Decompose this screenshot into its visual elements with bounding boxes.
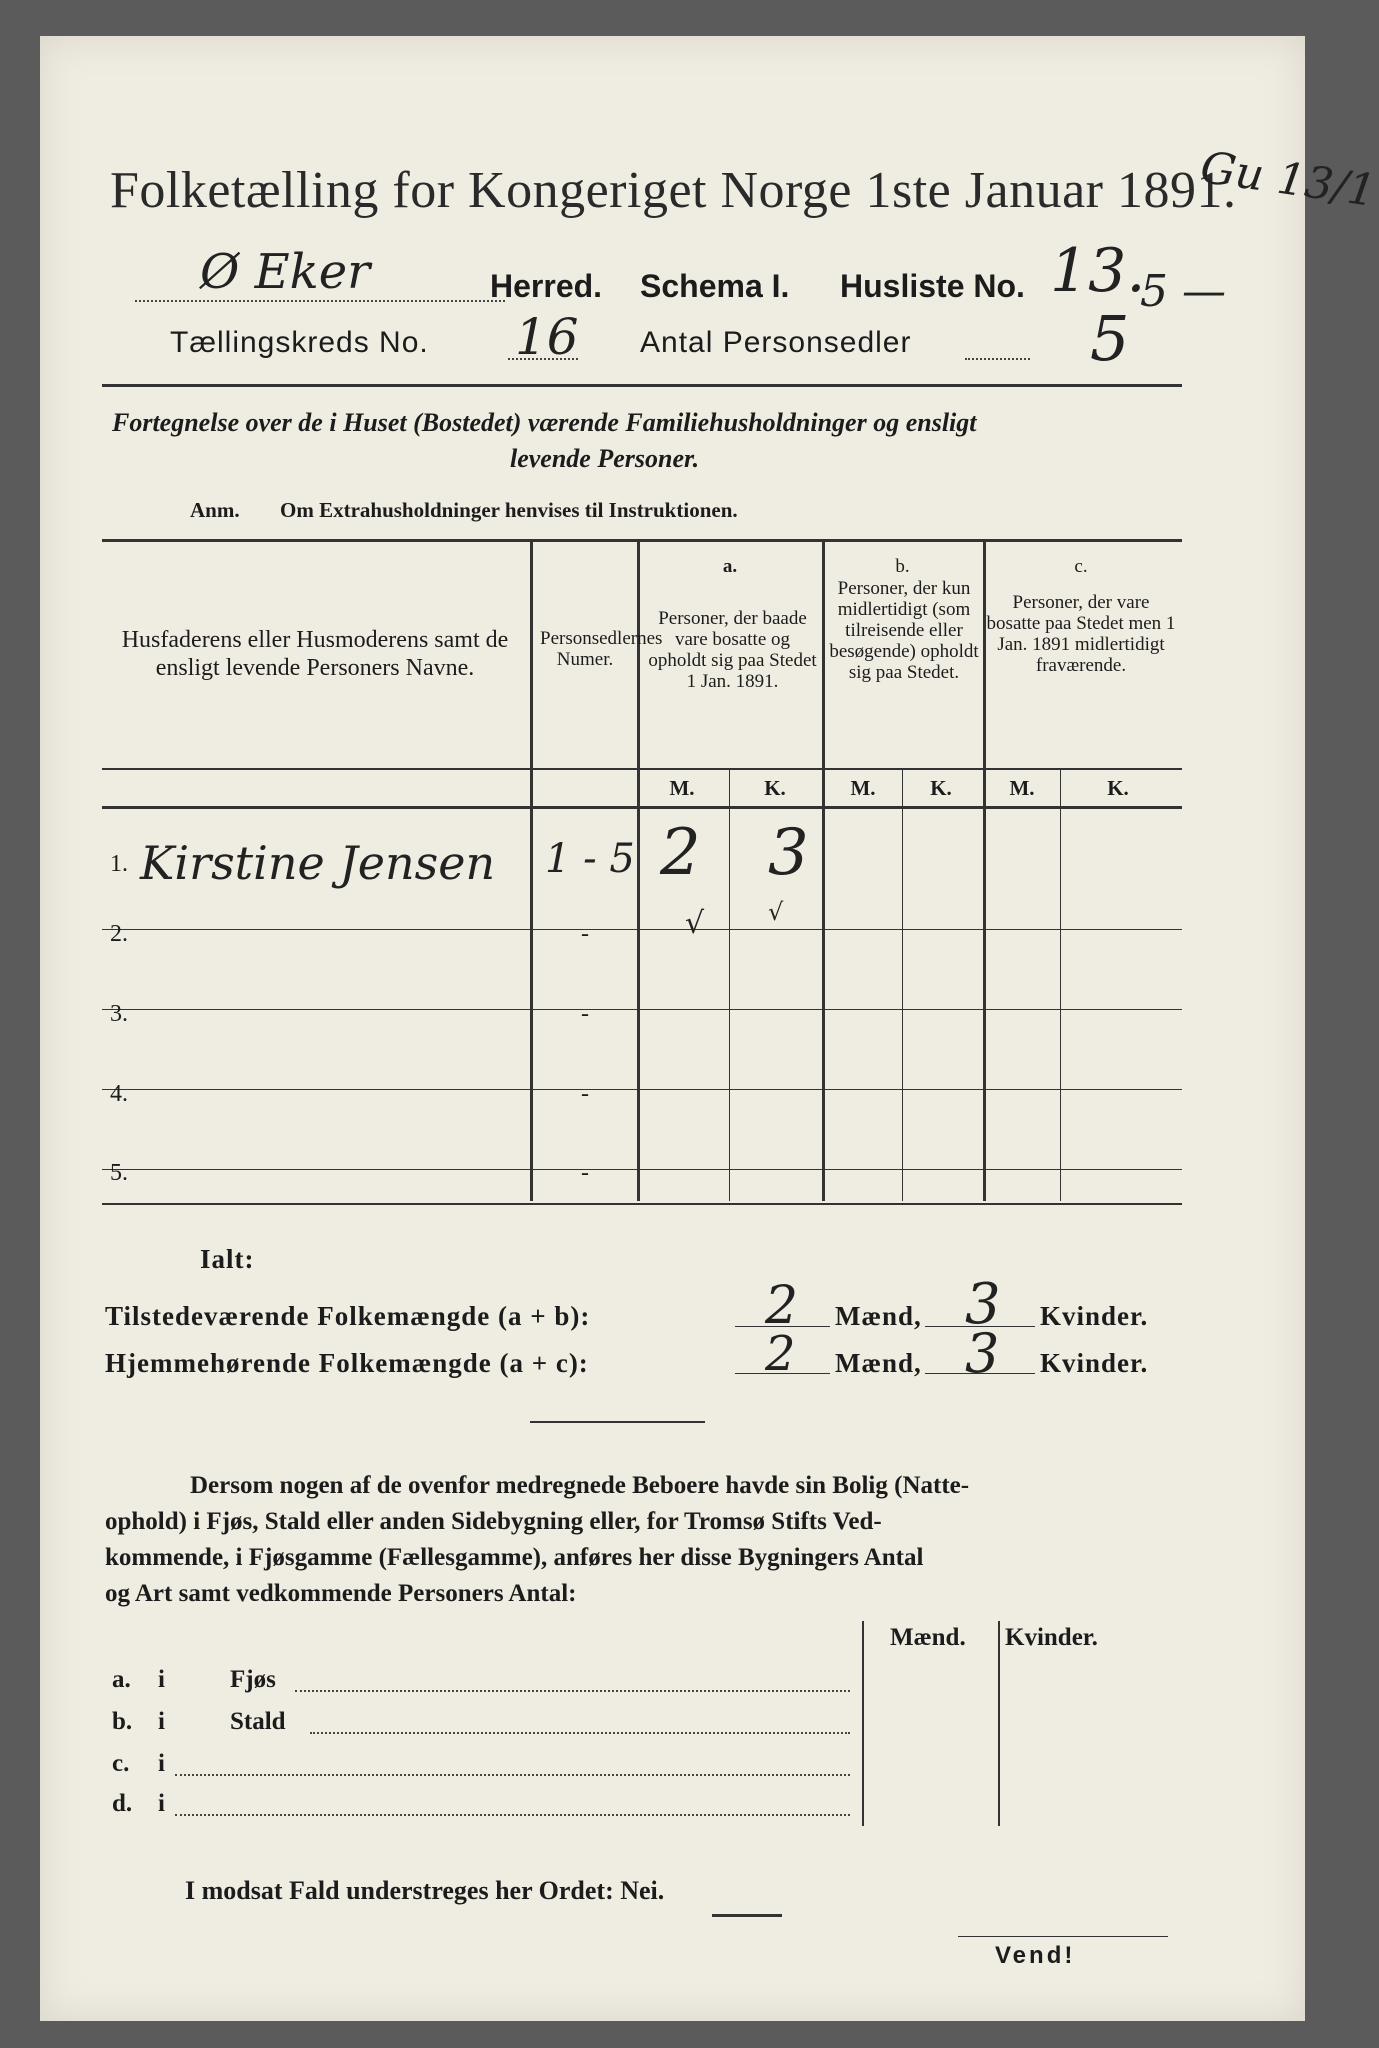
building-i: i: [158, 1708, 165, 1735]
building-name: Stald: [230, 1708, 286, 1735]
buildings-col-divider-1: [862, 1621, 864, 1826]
row-number: 1.: [110, 851, 128, 877]
header-rule: [102, 384, 1182, 387]
tilstede-k-value: 3: [965, 1272, 1001, 1337]
anm-label: Anm.: [190, 498, 240, 522]
vend-rule: [958, 1936, 1168, 1937]
sedler-number: -: [581, 921, 589, 947]
building-letter: d.: [112, 1790, 133, 1817]
buildings-maend-header: Mænd.: [890, 1624, 966, 1651]
separator-rule: [530, 1421, 705, 1423]
antal-label: Antal Personsedler: [640, 326, 912, 359]
col-num-header: Personsedlernes Numer.: [540, 628, 663, 670]
building-dotline: [175, 1814, 850, 1816]
mk-top-rule: [102, 768, 1182, 770]
building-letter: c.: [112, 1750, 130, 1777]
col-a-header: Personer, der baade vare bosatte og opholdt sig paa Stedet 1 Jan. 1891.: [648, 608, 817, 692]
building-name: Fjøs: [230, 1666, 276, 1693]
col-divider-b-mk: [902, 768, 903, 1201]
hjemme-maend: Mænd,: [835, 1348, 922, 1378]
row-number: 5.: [110, 1160, 128, 1186]
household-name: Kirstine Jensen: [140, 836, 496, 890]
a-k-check: √: [768, 898, 784, 926]
anm-text: Om Extrahusholdninger henvises til Instruktionen.: [280, 498, 738, 522]
building-dotline: [175, 1774, 850, 1776]
hjemme-label: Hjemmehørende Folkemængde (a + c):: [105, 1348, 589, 1378]
intro-line-1: Fortegnelse over de i Huset (Bostedet) værende Familiehusholdninger og ensligt: [112, 408, 977, 437]
col-a-letter: a.: [722, 556, 738, 577]
form-title: Folketælling for Kongeriget Norge 1ste Januar 1891.: [110, 162, 1237, 219]
col-divider-c-mk: [1060, 768, 1061, 1201]
antal-note: 5 —: [1140, 266, 1226, 317]
herred-handwriting: Ø Eker: [200, 244, 371, 300]
col-divider-a-mk: [729, 768, 730, 1201]
paragraph-line-4: og Art samt vedkommende Personers Antal:: [105, 1580, 577, 1607]
building-i: i: [158, 1750, 165, 1777]
b-k-label: K.: [930, 776, 952, 800]
col-name-header: Husfaderens eller Husmoderens samt de ensligt levende Personers Navne.: [121, 627, 509, 681]
building-i: i: [158, 1666, 165, 1693]
building-i: i: [158, 1790, 165, 1817]
vend-text: Vend!: [995, 1942, 1076, 1969]
buildings-col-divider-2: [998, 1621, 1000, 1826]
col-b-header: Personer, der kun midlertidigt (som tilreisende eller besøgende) opholdt sig paa Stedet.: [829, 578, 979, 683]
husliste-label: Husliste No.: [840, 268, 1025, 304]
row-number: 2.: [110, 921, 128, 947]
row-rule-2: [102, 1009, 1182, 1010]
hjemme-m-value: 2: [765, 1326, 796, 1382]
buildings-kvinder-header: Kvinder.: [1005, 1624, 1098, 1651]
building-letter: b.: [112, 1708, 133, 1735]
tilstede-kvinder: Kvinder.: [1040, 1301, 1149, 1331]
row-number: 3.: [110, 1001, 128, 1027]
col-divider-name: [530, 541, 533, 1201]
sedler-number: -: [581, 1160, 589, 1186]
nei-underline: [712, 1914, 782, 1917]
modsat-text: I modsat Fald understreges her Ordet: Nei.: [185, 1876, 665, 1905]
col-c-header: Personer, der vare bosatte paa Stedet men 1 Jan. 1891 midlertidigt fraværende.: [986, 592, 1176, 676]
intro-line-2: levende Personer.: [510, 444, 700, 473]
a-k-value: 3: [768, 816, 809, 890]
building-letter: a.: [112, 1666, 131, 1693]
antal-handwriting: 5: [1090, 302, 1130, 375]
husliste-handwriting: 13.: [1050, 236, 1146, 306]
kreds-dotline: [508, 358, 578, 360]
herred-dotline: [135, 300, 505, 302]
building-dotline: [310, 1732, 850, 1734]
tilstede-label: Tilstedeværende Folkemængde (a + b):: [105, 1301, 591, 1331]
a-m-check: √: [685, 906, 705, 941]
header-bottom-rule: [102, 806, 1182, 809]
paragraph-line-1: Dersom nogen af de ovenfor medregnede Beboere havde sin Bolig (Natte-: [190, 1472, 970, 1499]
hjemme-kvinder: Kvinder.: [1040, 1348, 1149, 1378]
hjemme-k-value: 3: [965, 1322, 1000, 1385]
tilstede-maend: Mænd,: [835, 1301, 922, 1331]
sedler-number: -: [581, 1081, 589, 1107]
census-form-sheet: [40, 36, 1379, 2021]
a-m-value: 2: [660, 816, 701, 890]
table-top-rule: [102, 539, 1182, 542]
col-b-letter: b.: [895, 556, 910, 577]
schema-label: Schema I.: [640, 268, 790, 304]
c-k-label: K.: [1107, 776, 1129, 800]
c-m-label: M.: [1009, 776, 1035, 800]
row-number: 4.: [110, 1081, 128, 1107]
kreds-handwriting: 16: [515, 308, 579, 366]
tilstede-m-value: 2: [765, 1276, 799, 1336]
paragraph-line-2: ophold) i Fjøs, Stald eller anden Sidebygning eller, for Tromsø Stifts Ved-: [105, 1508, 882, 1535]
table-bottom-rule: [102, 1203, 1182, 1205]
col-c-letter: c.: [1074, 556, 1088, 577]
kreds-label: Tællingskreds No.: [170, 326, 429, 359]
row-rule-1: [102, 929, 1182, 930]
paragraph-line-3: kommende, i Fjøsgamme (Fællesgamme), anføres her disse Bygningers Antal: [105, 1544, 924, 1571]
row-rule-4: [102, 1169, 1182, 1170]
antal-dotline: [965, 358, 1030, 360]
sedler-number: -: [581, 1001, 589, 1027]
a-m-label: M.: [669, 776, 695, 800]
a-k-label: K.: [764, 776, 786, 800]
b-m-label: M.: [850, 776, 876, 800]
margin-note: Gu 13/1: [1197, 141, 1379, 218]
sedler-number: 1 - 5: [545, 836, 635, 882]
ialt-label: Ialt:: [200, 1244, 255, 1274]
row-rule-3: [102, 1089, 1182, 1090]
building-dotline: [295, 1690, 850, 1692]
herred-label: Herred.: [490, 268, 603, 304]
